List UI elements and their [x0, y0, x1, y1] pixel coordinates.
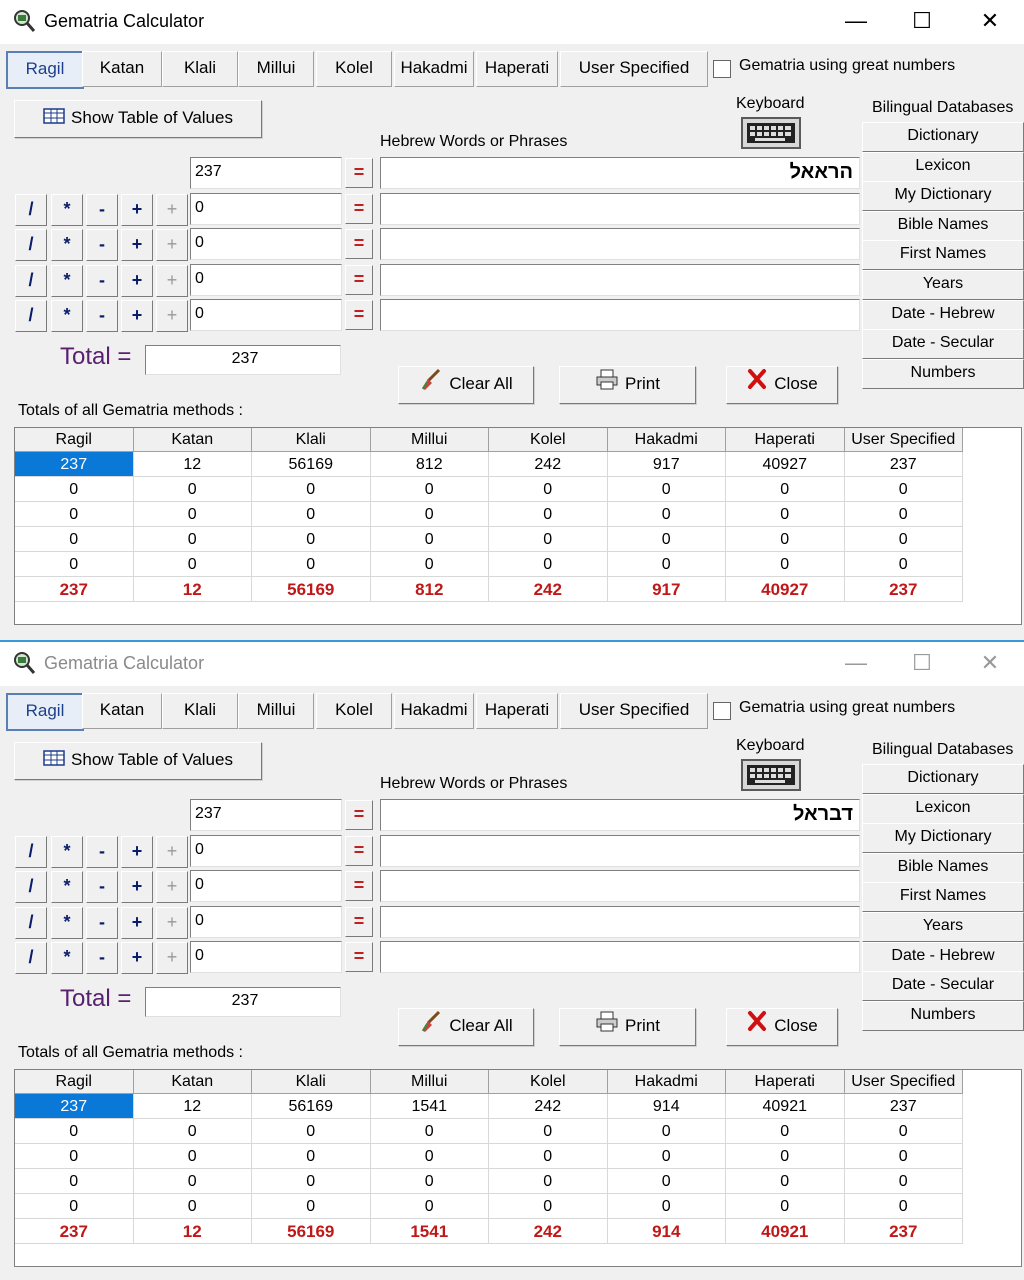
multiply-button[interactable]: * [51, 871, 83, 903]
multiply-button[interactable]: * [51, 194, 83, 226]
grid-cell[interactable]: 0 [134, 1119, 253, 1144]
grid-cell[interactable]: 0 [489, 527, 608, 552]
grid-cell[interactable]: 242 [489, 452, 608, 477]
show-table-label: Show Table of Values [71, 108, 233, 127]
value-field[interactable]: 0 [190, 870, 342, 902]
value-field[interactable]: 0 [190, 835, 342, 867]
grid-cell[interactable]: 0 [252, 1144, 371, 1169]
grid-cell[interactable]: 0 [371, 1194, 490, 1219]
clear-all-button[interactable] [398, 1008, 534, 1046]
grid-total-cell: 12 [134, 577, 253, 602]
divide-button[interactable]: / [15, 194, 47, 226]
minus-button[interactable]: - [86, 300, 118, 332]
grid-cell[interactable]: 40921 [726, 1094, 845, 1119]
plus-dim-button[interactable]: + [156, 265, 188, 297]
db-date-secular[interactable]: Date - Secular [862, 329, 1024, 359]
magnifier-app-icon [12, 9, 36, 33]
red-x-icon [746, 368, 768, 402]
broom-icon [419, 368, 443, 402]
multiply-button[interactable]: * [51, 229, 83, 261]
multiply-button[interactable]: * [51, 265, 83, 297]
grid-cell[interactable]: 0 [608, 527, 727, 552]
value-field[interactable]: 0 [190, 264, 342, 296]
minus-button[interactable]: - [86, 907, 118, 939]
hebrew-words-label: Hebrew Words or Phrases [380, 775, 568, 792]
show-table-button[interactable] [14, 742, 262, 780]
total-field: 237 [145, 987, 341, 1017]
grid-cell[interactable]: 914 [608, 1094, 727, 1119]
grid-cell[interactable]: 0 [134, 527, 253, 552]
grid-cell[interactable]: 12 [134, 1094, 253, 1119]
plus-dim-button[interactable]: + [156, 942, 188, 974]
clear-all-button-label: Clear All [449, 374, 513, 393]
hebrew-field[interactable] [380, 193, 860, 225]
bilingual-databases-label: Bilingual Databases [872, 99, 1014, 116]
grid-total-cell: 812 [371, 577, 490, 602]
plus-dim-button[interactable]: + [156, 871, 188, 903]
grid-cell[interactable]: 0 [371, 502, 490, 527]
plus-dim-button[interactable]: + [156, 907, 188, 939]
close-button-label: Close [774, 374, 818, 393]
keyboard-icon[interactable] [741, 117, 801, 149]
table-icon [43, 744, 65, 778]
tab-ragil[interactable]: Ragil [6, 693, 84, 731]
grid-cell[interactable]: 0 [15, 1169, 134, 1194]
grid-cell[interactable]: 0 [608, 1194, 727, 1219]
grid-total-cell: 237 [15, 577, 134, 602]
grid-cell[interactable]: 0 [252, 552, 371, 577]
minimize-button[interactable]: — [845, 650, 867, 675]
grid-cell[interactable]: 0 [15, 1194, 134, 1219]
grid-cell[interactable]: 237 [15, 452, 134, 477]
grid-header-kolel[interactable]: Kolel [489, 1070, 608, 1094]
title-bar [0, 642, 1024, 686]
db-dictionary[interactable]: Dictionary [862, 764, 1024, 794]
grid-header-ragil[interactable]: Ragil [15, 1070, 134, 1094]
print-button-label: Print [625, 1016, 660, 1035]
grid-cell[interactable]: 0 [371, 552, 490, 577]
grid-cell[interactable]: 237 [15, 1094, 134, 1119]
tab-haperati[interactable]: Haperati [476, 51, 558, 87]
grid-header-hakadmi[interactable]: Hakadmi [608, 1070, 727, 1094]
gematria-window-2 [0, 642, 1024, 1280]
grid-cell[interactable]: 0 [845, 1119, 964, 1144]
plus-button[interactable]: + [121, 265, 153, 297]
plus-dim-button[interactable]: + [156, 194, 188, 226]
equals-button[interactable]: = [345, 158, 373, 188]
minus-button[interactable]: - [86, 836, 118, 868]
grid-cell[interactable]: 0 [726, 1119, 845, 1144]
method-tabs [0, 686, 1024, 732]
grid-header-hakadmi[interactable]: Hakadmi [608, 428, 727, 452]
grid-total-cell: 56169 [252, 1219, 371, 1244]
grid-cell[interactable]: 0 [15, 527, 134, 552]
grid-cell[interactable]: 0 [845, 1194, 964, 1219]
divide-button[interactable]: / [15, 265, 47, 297]
tab-kolel[interactable]: Kolel [316, 693, 392, 729]
grid-cell[interactable]: 0 [489, 1169, 608, 1194]
great-numbers-label: Gematria using great numbers [739, 57, 956, 74]
tab-klali[interactable]: Klali [162, 51, 238, 87]
printer-icon [595, 1010, 619, 1044]
magnifier-app-icon [12, 651, 36, 675]
divide-button[interactable]: / [15, 942, 47, 974]
hebrew-field[interactable] [380, 264, 860, 296]
keyboard-icon[interactable] [741, 759, 801, 791]
maximize-button[interactable]: ☐ [912, 8, 932, 33]
grid-cell[interactable]: 0 [608, 477, 727, 502]
db-numbers[interactable]: Numbers [862, 359, 1024, 389]
equals-button[interactable]: = [345, 229, 373, 259]
plus-button[interactable]: + [121, 871, 153, 903]
hebrew-words-label: Hebrew Words or Phrases [380, 133, 568, 150]
grid-header-millui[interactable]: Millui [371, 1070, 490, 1094]
grid-cell[interactable]: 0 [252, 477, 371, 502]
plus-button[interactable]: + [121, 836, 153, 868]
hebrew-field[interactable]: הראאל [380, 157, 860, 189]
grid-cell[interactable]: 0 [371, 477, 490, 502]
db-date-hebrew[interactable]: Date - Hebrew [862, 942, 1024, 972]
value-field[interactable]: 0 [190, 299, 342, 331]
plus-dim-button[interactable]: + [156, 229, 188, 261]
minus-button[interactable]: - [86, 942, 118, 974]
great-numbers-checkbox[interactable] [713, 702, 731, 720]
grid-cell[interactable]: 0 [371, 1144, 490, 1169]
grid-total-cell: 40921 [726, 1219, 845, 1244]
tab-haperati[interactable]: Haperati [476, 693, 558, 729]
grid-cell[interactable]: 0 [845, 1144, 964, 1169]
grid-cell[interactable]: 0 [252, 1119, 371, 1144]
db-first-names[interactable]: First Names [862, 882, 1024, 912]
hebrew-field[interactable] [380, 906, 860, 938]
plus-dim-button[interactable]: + [156, 836, 188, 868]
grid-cell[interactable]: 812 [371, 452, 490, 477]
grid-cell[interactable]: 0 [608, 502, 727, 527]
grid-cell[interactable]: 0 [608, 1144, 727, 1169]
clear-all-button[interactable] [398, 366, 534, 404]
grid-cell[interactable]: 0 [371, 527, 490, 552]
grid-cell[interactable]: 0 [726, 502, 845, 527]
hebrew-field[interactable] [380, 870, 860, 902]
grid-cell[interactable]: 56169 [252, 452, 371, 477]
grid-cell[interactable]: 0 [845, 1169, 964, 1194]
grid-cell[interactable]: 237 [845, 452, 964, 477]
grid-cell[interactable]: 0 [489, 1119, 608, 1144]
show-table-label: Show Table of Values [71, 750, 233, 769]
db-numbers[interactable]: Numbers [862, 1001, 1024, 1031]
grid-cell[interactable]: 0 [252, 502, 371, 527]
grid-total-cell: 237 [845, 577, 964, 602]
grid-total-cell: 242 [489, 1219, 608, 1244]
tab-millui[interactable]: Millui [238, 51, 314, 87]
equals-button[interactable]: = [345, 194, 373, 224]
grid-total-cell: 56169 [252, 577, 371, 602]
table-icon [43, 102, 65, 136]
grid-cell[interactable]: 0 [608, 552, 727, 577]
grid-cell[interactable]: 0 [134, 477, 253, 502]
plus-button[interactable]: + [121, 229, 153, 261]
close-button-label: Close [774, 1016, 818, 1035]
grid-header-ragil[interactable]: Ragil [15, 428, 134, 452]
printer-icon [595, 368, 619, 402]
grid-header-klali[interactable]: Klali [252, 1070, 371, 1094]
db-bible-names[interactable]: Bible Names [862, 211, 1024, 241]
print-button[interactable] [559, 1008, 696, 1046]
divide-button[interactable]: / [15, 907, 47, 939]
totals-grid [14, 1069, 1022, 1267]
value-field[interactable]: 0 [190, 906, 342, 938]
totals-caption: Totals of all Gematria methods : [18, 402, 243, 419]
value-field[interactable]: 0 [190, 228, 342, 260]
equals-button[interactable]: = [345, 300, 373, 330]
db-date-hebrew[interactable]: Date - Hebrew [862, 300, 1024, 330]
grid-cell[interactable]: 0 [608, 1169, 727, 1194]
grid-cell[interactable]: 0 [15, 1144, 134, 1169]
grid-cell[interactable]: 0 [489, 477, 608, 502]
plus-dim-button[interactable]: + [156, 300, 188, 332]
hebrew-field[interactable] [380, 835, 860, 867]
plus-button[interactable]: + [121, 942, 153, 974]
grid-cell[interactable]: 0 [134, 552, 253, 577]
grid-cell[interactable]: 0 [134, 502, 253, 527]
db-my-dictionary[interactable]: My Dictionary [862, 823, 1024, 853]
clear-all-button-label: Clear All [449, 1016, 513, 1035]
grid-header-katan[interactable]: Katan [134, 428, 253, 452]
value-field[interactable]: 0 [190, 941, 342, 973]
window-title: Gematria Calculator [44, 653, 205, 673]
grid-cell[interactable]: 0 [134, 1144, 253, 1169]
grid-header-user-specified[interactable]: User Specified [845, 428, 964, 452]
grid-cell[interactable]: 1541 [371, 1094, 490, 1119]
db-lexicon[interactable]: Lexicon [862, 152, 1024, 182]
grid-total-cell: 914 [608, 1219, 727, 1244]
db-years[interactable]: Years [862, 270, 1024, 300]
minimize-button[interactable]: — [845, 8, 867, 33]
grid-total-cell: 12 [134, 1219, 253, 1244]
grid-cell[interactable]: 0 [845, 477, 964, 502]
tab-katan[interactable]: Katan [82, 51, 162, 87]
multiply-button[interactable]: * [51, 836, 83, 868]
db-dictionary[interactable]: Dictionary [862, 122, 1024, 152]
plus-button[interactable]: + [121, 300, 153, 332]
total-label: Total = [60, 985, 132, 1012]
grid-cell[interactable]: 0 [252, 527, 371, 552]
grid-cell[interactable]: 0 [726, 527, 845, 552]
value-field[interactable]: 0 [190, 193, 342, 225]
multiply-button[interactable]: * [51, 942, 83, 974]
plus-button[interactable]: + [121, 907, 153, 939]
hebrew-field[interactable] [380, 941, 860, 973]
divide-button[interactable]: / [15, 836, 47, 868]
broom-icon [419, 1010, 443, 1044]
totals-grid [14, 427, 1022, 625]
minus-button[interactable]: - [86, 229, 118, 261]
minus-button[interactable]: - [86, 194, 118, 226]
grid-cell[interactable]: 0 [252, 1169, 371, 1194]
grid-cell[interactable]: 0 [489, 1194, 608, 1219]
grid-cell[interactable]: 0 [489, 1144, 608, 1169]
tab-user-specified[interactable]: User Specified [560, 693, 708, 729]
grid-total-cell: 1541 [371, 1219, 490, 1244]
grid-cell[interactable]: 0 [489, 552, 608, 577]
grid-header-user-specified[interactable]: User Specified [845, 1070, 964, 1094]
tab-hakadmi[interactable]: Hakadmi [394, 51, 474, 87]
tab-katan[interactable]: Katan [82, 693, 162, 729]
grid-header-klali[interactable]: Klali [252, 428, 371, 452]
keyboard-label: Keyboard [736, 737, 805, 754]
grid-cell[interactable]: 0 [726, 1194, 845, 1219]
tab-millui[interactable]: Millui [238, 693, 314, 729]
total-field: 237 [145, 345, 341, 375]
maximize-button[interactable]: ☐ [912, 650, 932, 675]
show-table-button[interactable] [14, 100, 262, 138]
grid-header-millui[interactable]: Millui [371, 428, 490, 452]
value-field[interactable]: 237 [190, 799, 342, 831]
minus-button[interactable]: - [86, 871, 118, 903]
grid-header-haperati[interactable]: Haperati [726, 428, 845, 452]
equals-button[interactable]: = [345, 265, 373, 295]
keyboard-label: Keyboard [736, 95, 805, 112]
grid-header-haperati[interactable]: Haperati [726, 1070, 845, 1094]
db-years[interactable]: Years [862, 912, 1024, 942]
grid-total-cell: 40927 [726, 577, 845, 602]
grid-cell[interactable]: 12 [134, 452, 253, 477]
print-button[interactable] [559, 366, 696, 404]
equals-button[interactable]: = [345, 871, 373, 901]
grid-cell[interactable]: 0 [15, 502, 134, 527]
great-numbers-checkbox[interactable] [713, 60, 731, 78]
db-first-names[interactable]: First Names [862, 240, 1024, 270]
grid-total-cell: 242 [489, 577, 608, 602]
hebrew-field[interactable] [380, 299, 860, 331]
great-numbers-label: Gematria using great numbers [739, 699, 956, 716]
plus-button[interactable]: + [121, 194, 153, 226]
grid-total-cell: 917 [608, 577, 727, 602]
divide-button[interactable]: / [15, 300, 47, 332]
close-window-button[interactable]: ✕ [980, 650, 1000, 675]
red-x-icon [746, 1010, 768, 1044]
grid-header-katan[interactable]: Katan [134, 1070, 253, 1094]
totals-caption: Totals of all Gematria methods : [18, 1044, 243, 1061]
divide-button[interactable]: / [15, 871, 47, 903]
close-button[interactable] [726, 366, 838, 404]
grid-cell[interactable]: 0 [371, 1119, 490, 1144]
grid-cell[interactable]: 0 [845, 502, 964, 527]
grid-cell[interactable]: 0 [608, 1119, 727, 1144]
close-window-button[interactable]: ✕ [980, 8, 1000, 33]
bilingual-databases-label: Bilingual Databases [872, 741, 1014, 758]
grid-cell[interactable]: 0 [134, 1194, 253, 1219]
hebrew-field[interactable] [380, 228, 860, 260]
grid-total-cell: 237 [15, 1219, 134, 1244]
title-bar [0, 0, 1024, 44]
db-date-secular[interactable]: Date - Secular [862, 971, 1024, 1001]
grid-cell[interactable]: 0 [134, 1169, 253, 1194]
grid-cell[interactable]: 0 [15, 477, 134, 502]
grid-cell[interactable]: 237 [845, 1094, 964, 1119]
grid-total-cell: 237 [845, 1219, 964, 1244]
multiply-button[interactable]: * [51, 907, 83, 939]
grid-cell[interactable]: 56169 [252, 1094, 371, 1119]
value-field[interactable]: 237 [190, 157, 342, 189]
print-button-label: Print [625, 374, 660, 393]
multiply-button[interactable]: * [51, 300, 83, 332]
minus-button[interactable]: - [86, 265, 118, 297]
equals-button[interactable]: = [345, 907, 373, 937]
db-bible-names[interactable]: Bible Names [862, 853, 1024, 883]
grid-cell[interactable]: 0 [15, 552, 134, 577]
hebrew-field[interactable]: דבראל [380, 799, 860, 831]
grid-cell[interactable]: 0 [252, 1194, 371, 1219]
grid-cell[interactable]: 40927 [726, 452, 845, 477]
grid-cell[interactable]: 917 [608, 452, 727, 477]
tab-kolel[interactable]: Kolel [316, 51, 392, 87]
grid-cell[interactable]: 0 [726, 1144, 845, 1169]
equals-button[interactable]: = [345, 942, 373, 972]
total-label: Total = [60, 343, 132, 370]
tab-user-specified[interactable]: User Specified [560, 51, 708, 87]
db-my-dictionary[interactable]: My Dictionary [862, 181, 1024, 211]
grid-cell[interactable]: 0 [489, 502, 608, 527]
grid-cell[interactable]: 0 [726, 1169, 845, 1194]
method-tabs [0, 44, 1024, 90]
grid-cell[interactable]: 0 [15, 1119, 134, 1144]
grid-cell[interactable]: 0 [726, 552, 845, 577]
close-button[interactable] [726, 1008, 838, 1046]
grid-cell[interactable]: 0 [371, 1169, 490, 1194]
grid-cell[interactable]: 0 [845, 527, 964, 552]
equals-button[interactable]: = [345, 800, 373, 830]
tab-hakadmi[interactable]: Hakadmi [394, 693, 474, 729]
divide-button[interactable]: / [15, 229, 47, 261]
grid-cell[interactable]: 0 [726, 477, 845, 502]
grid-header-kolel[interactable]: Kolel [489, 428, 608, 452]
db-lexicon[interactable]: Lexicon [862, 794, 1024, 824]
window-title: Gematria Calculator [44, 11, 205, 31]
tab-ragil[interactable]: Ragil [6, 51, 84, 89]
grid-cell[interactable]: 0 [845, 552, 964, 577]
grid-cell[interactable]: 242 [489, 1094, 608, 1119]
tab-klali[interactable]: Klali [162, 693, 238, 729]
equals-button[interactable]: = [345, 836, 373, 866]
